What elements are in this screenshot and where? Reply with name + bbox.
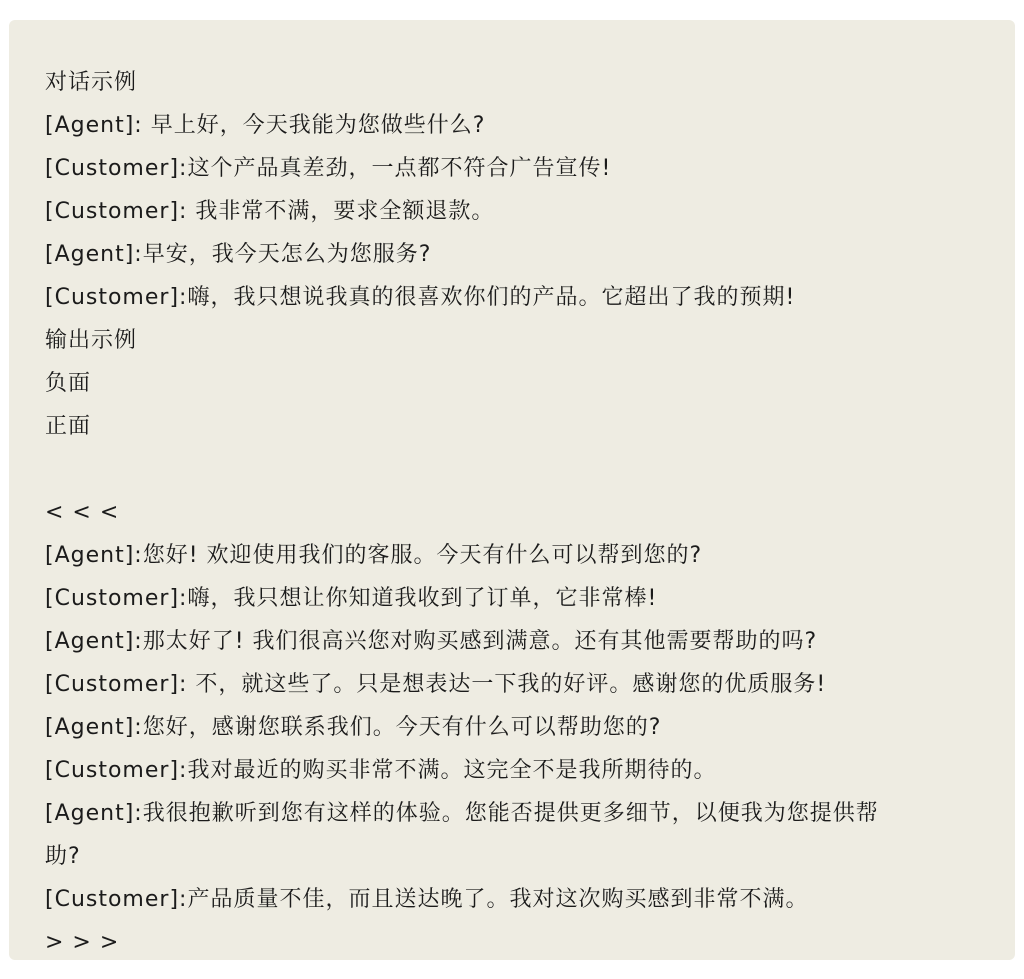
output-label: 负面 — [45, 371, 92, 396]
dialogue-line: [Customer]:嗨，我只想说我真的很喜欢你们的产品。它超出了我的预期! — [45, 285, 796, 310]
dialogue-line: [Customer]:嗨，我只想让你知道我收到了订单，它非常棒! — [45, 586, 658, 611]
dialogue-line: [Agent]:那太好了! 我们很高兴您对购买感到满意。还有其他需要帮助的吗? — [45, 629, 818, 654]
blank-line — [45, 448, 1015, 491]
open-delimiter: < < < — [45, 500, 120, 525]
dialogue-line: [Agent]:我很抱歉听到您有这样的体验。您能否提供更多细节，以便我为您提供帮 — [45, 801, 879, 826]
prompt-example-card — [9, 20, 1015, 960]
dialogue-line: [Customer]:我对最近的购买非常不满。这完全不是我所期待的。 — [45, 758, 717, 783]
section-heading-output-example: 输出示例 — [45, 328, 138, 353]
dialogue-line: [Agent]:您好! 欢迎使用我们的客服。今天有什么可以帮到您的? — [45, 543, 703, 568]
dialogue-line: [Customer]:这个产品真差劲，一点都不符合广告宣传! — [45, 156, 612, 181]
dialogue-line: [Agent]: 早上好，今天我能为您做些什么? — [45, 113, 486, 138]
dialogue-line: [Customer]: 不，就这些了。只是想表达一下我的好评。感谢您的优质服务! — [45, 672, 827, 697]
close-delimiter: > > > — [45, 930, 120, 955]
section-heading-dialogue-example: 对话示例 — [45, 70, 138, 95]
dialogue-line: [Customer]: 我非常不满，要求全额退款。 — [45, 199, 495, 224]
dialogue-line: [Agent]:早安，我今天怎么为您服务? — [45, 242, 432, 267]
dialogue-line-continuation: 助? — [45, 844, 81, 869]
dialogue-line: [Agent]:您好，感谢您联系我们。今天有什么可以帮助您的? — [45, 715, 662, 740]
dialogue-line: [Customer]:产品质量不佳，而且送达晚了。我对这次购买感到非常不满。 — [45, 887, 809, 912]
output-label: 正面 — [45, 414, 92, 439]
